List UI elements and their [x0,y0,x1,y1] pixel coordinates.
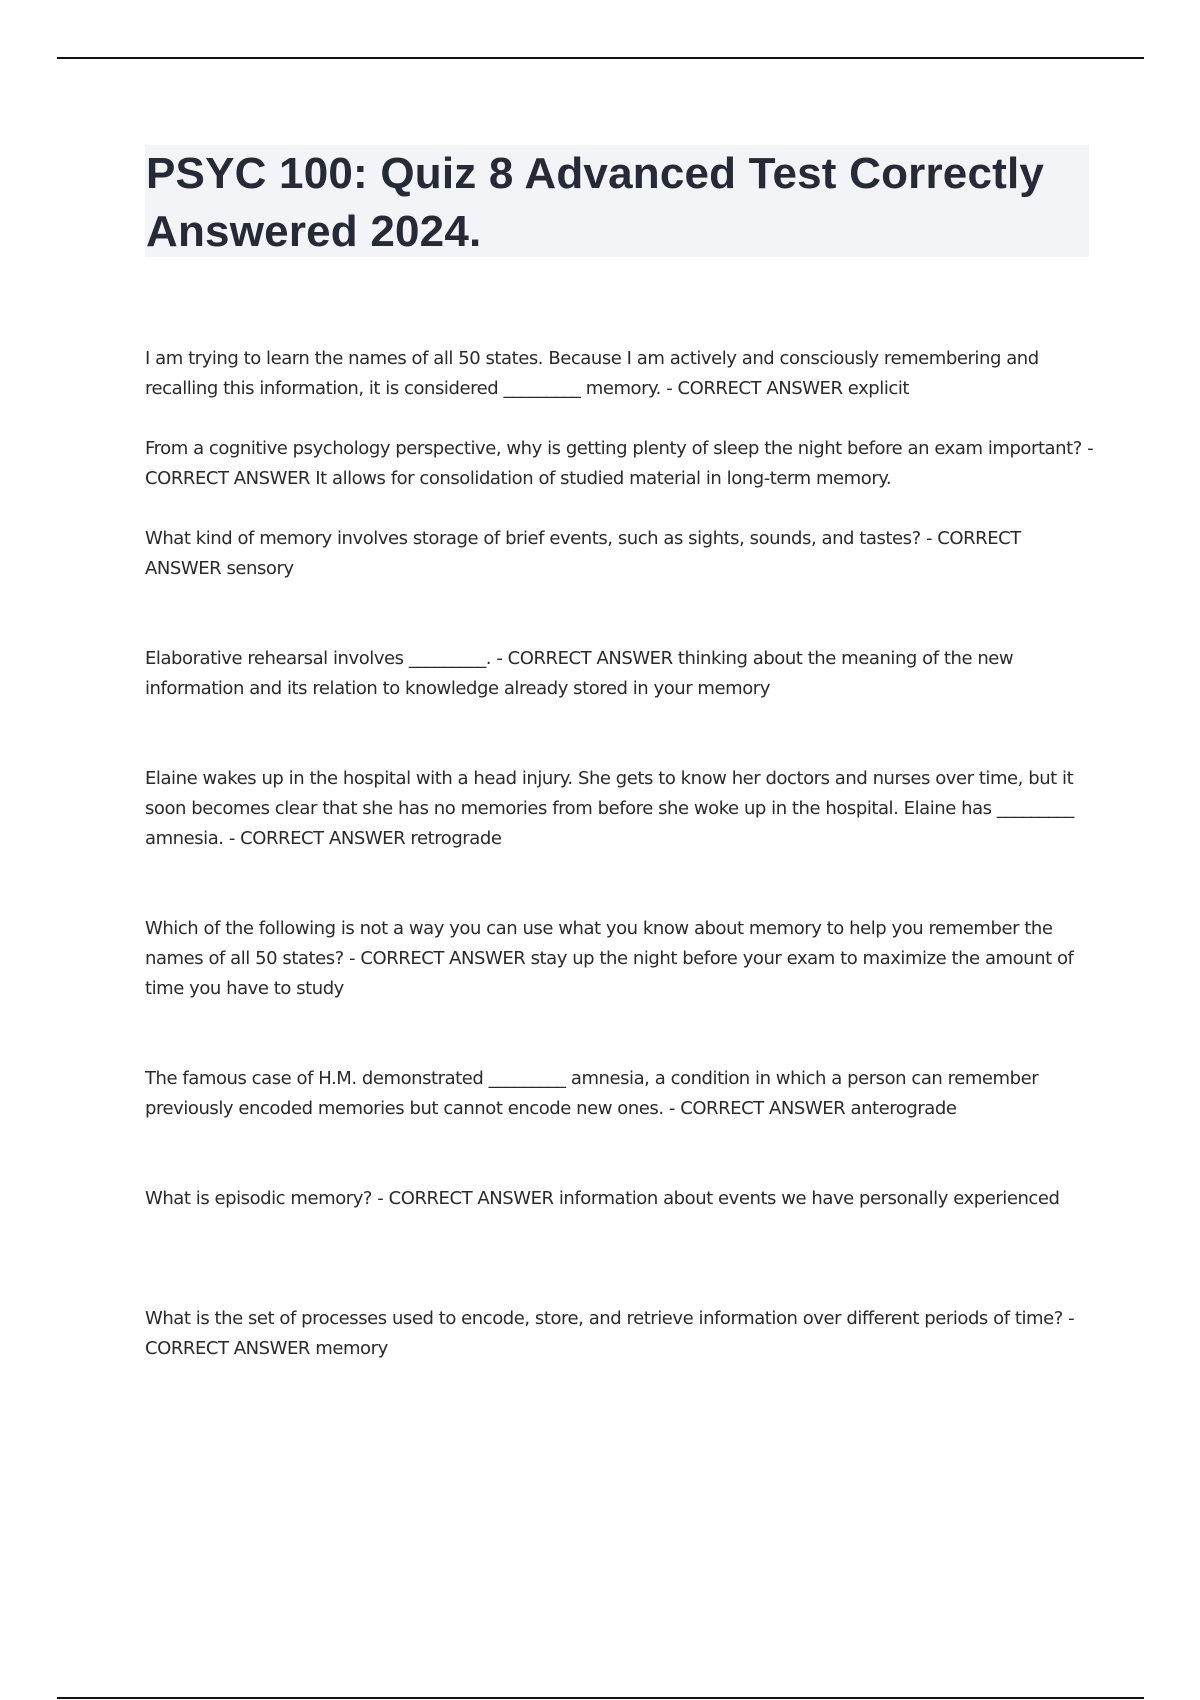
question-item: Elaborative rehearsal involves _________. - CORRECT ANSWER thinking about the meaning of the new information and its relation to knowledge already stored in your memory [145,648,1014,699]
question-item: Which of the following is not a way you can use what you know about memory to help you remember the names of all 50 states? - CORRECT ANSWER stay up the night before your exam to maximize the amount of time you have to study [145,918,1074,999]
question-list [145,344,1095,1394]
question-item: The famous case of H.M. demonstrated _________ amnesia, a condition in which a person can remember previously encoded memories but cannot encode new ones. - CORRECT ANSWER anterograde [145,1068,1039,1119]
document-title: PSYC 100: Quiz 8 Advanced Test Correctly Answered 2024. [146,149,1045,256]
question-item: I am trying to learn the names of all 50 states. Because I am actively and consciously remembering and recalling this information, it is considered _________ memory. - CORRECT ANSWER explicit [145,348,1039,399]
question-item: Elaine wakes up in the hospital with a head injury. She gets to know her doctors and nurses over time, but it soon becomes clear that she has no memories from before she woke up in the hospital. Elaine has _________ amnesia. - CORRECT ANSWER retrograde [145,768,1074,849]
top-divider [57,57,1144,59]
question-item: What is episodic memory? - CORRECT ANSWER information about events we have personally experienced [145,1188,1060,1209]
question-item: What kind of memory involves storage of brief events, such as sights, sounds, and tastes? - CORRECT ANSWER sensory [145,528,1021,579]
question-item: What is the set of processes used to encode, store, and retrieve information over different periods of time? - CORRECT ANSWER memory [145,1308,1075,1359]
title-block [145,145,1089,257]
question-item: From a cognitive psychology perspective, why is getting plenty of sleep the night before an exam important? - CORRECT ANSWER It allows for consolidation of studied material in long-term memory. [145,438,1094,489]
bottom-divider [57,1697,1144,1699]
